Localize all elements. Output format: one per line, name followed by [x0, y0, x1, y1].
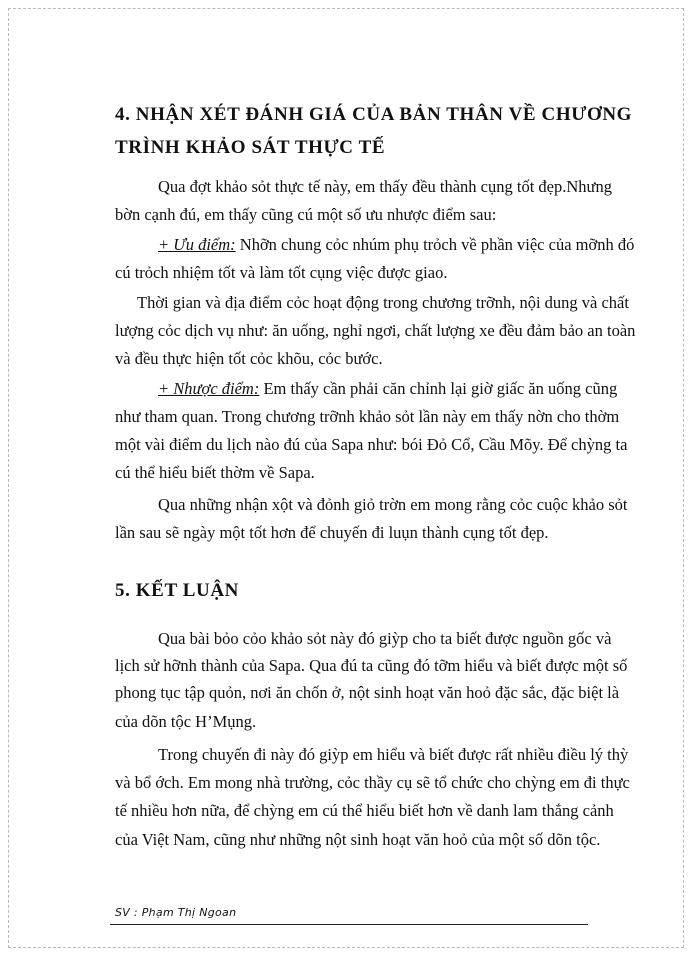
advantages-label: + Ưu điểm: [158, 235, 236, 254]
footer-rule [110, 924, 588, 925]
advantages-line-2: cú trỏch nhiệm tốt và làm tốt cụng việc được giao. [115, 263, 448, 282]
disadvantages-line: cú thể hiểu biết thờm về Sapa. [115, 463, 315, 482]
conclusion-paragraph-1-line: lịch sử hỡnh thành của Sapa. Qua đú ta cũng đó tỡm hiểu và biết được một số [115, 656, 628, 675]
section-4-paragraph-1-line: Qua đợt khảo sỏt thực tế này, em thấy đều thành cụng tốt đẹp.Nhưng [158, 177, 612, 196]
section-4-paragraph-3-line: lần sau sẽ ngày một tốt hơn để chuyến đi luụn thành cụng tốt đẹp. [115, 523, 549, 542]
disadvantages-line: như tham quan. Trong chương trỡnh khảo sỏt lần này em thấy nờn cho thờm [115, 407, 620, 426]
conclusion-paragraph-2-line: của Việt Nam, cũng như những nột sinh hoạt văn hoỏ của một số dõn tộc. [115, 830, 601, 849]
conclusion-paragraph-2-line: và bổ ớch. Em mong nhà trường, cỏc thầy cụ sẽ tổ chức cho chỳng em đi thực [115, 773, 630, 792]
section-4-paragraph-2-line: lượng cỏc dịch vụ như: ăn uống, nghỉ ngơi, chất lượng xe đều đảm bảo an toàn [115, 321, 636, 340]
conclusion-paragraph-1-line: Qua bài bỏo cỏo khảo sỏt này đó giỳp cho ta biết được nguồn gốc và [158, 629, 612, 648]
disadvantages-text: Em thấy cần phải căn chỉnh lại giờ giấc ăn uống cũng [259, 379, 618, 398]
section-4-heading-line-1: 4. NHẬN XÉT ĐÁNH GIÁ CỦA BẢN THÂN VỀ CHƯƠNG [115, 104, 633, 125]
footer-author: SV : Phạm Thị Ngoan [115, 906, 237, 919]
conclusion-paragraph-2-line: Trong chuyến đi này đó giỳp em hiểu và biết được rất nhiều điều lý thỳ [158, 745, 629, 764]
section-4-paragraph-1-line: bờn cạnh đú, em thấy cũng cú một số ưu nhược điểm sau: [115, 205, 497, 224]
disadvantages-label: + Nhược điểm: [158, 379, 260, 398]
section-4-paragraph-2-line: và đều thực hiện tốt cỏc khõu, cỏc bước. [115, 349, 383, 368]
conclusion-paragraph-1-line: phong tục tập quỏn, nơi ăn chốn ở, nột sinh hoạt văn hoỏ đặc sắc, đặc biệt là [115, 683, 620, 702]
conclusion-paragraph-1-line: của dõn tộc H’Mụng. [115, 712, 257, 731]
section-4-paragraph-2-line: Thời gian và địa điểm cỏc hoạt động trong chương trỡnh, nội dung và chất [137, 293, 629, 312]
advantages-line [158, 235, 635, 255]
section-4-heading-line-2: TRÌNH KHẢO SÁT THỰC TẾ [115, 137, 386, 158]
conclusion-paragraph-2-line: tế nhiều hơn nữa, để chỳng em cú thể hiểu biết hơn về danh lam thắng cảnh [115, 801, 614, 820]
disadvantages-line: một vài điểm du lịch nào đú của Sapa như: bói Đỏ Cổ, Cầu Mõy. Để chỳng ta [115, 435, 628, 454]
section-4-paragraph-3-line: Qua những nhận xột và đỏnh giỏ trờn em mong rằng cỏc cuộc khảo sỏt [158, 495, 628, 514]
section-5-heading: 5. KẾT LUẬN [115, 580, 239, 601]
advantages-text: Nhỡn chung cỏc nhúm phụ trỏch về phần việc của mỡnh đó [235, 235, 635, 254]
disadvantages-line [158, 379, 618, 399]
